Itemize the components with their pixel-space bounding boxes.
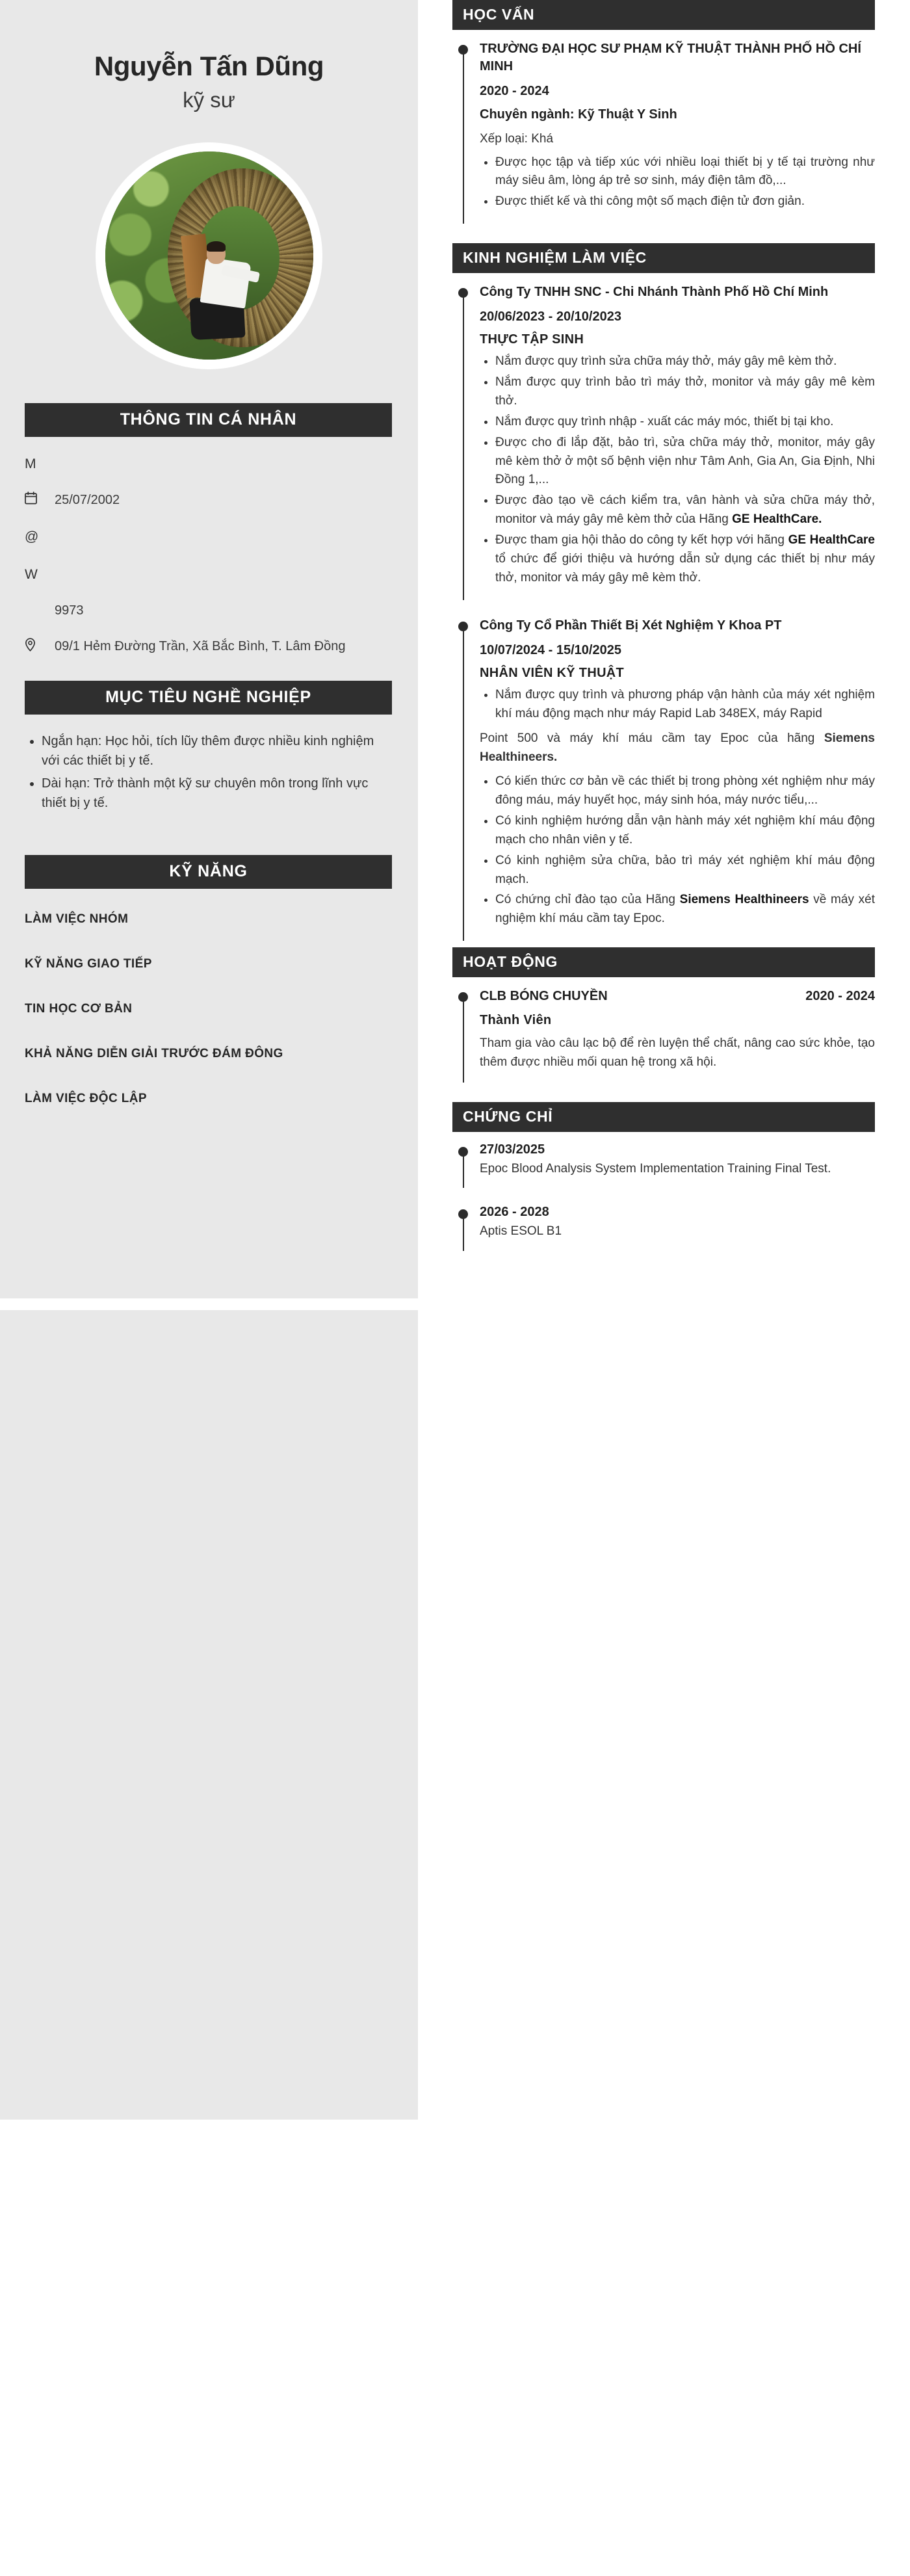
certificate-item [480, 1205, 875, 1254]
experience-continuation: Point 500 và máy khí máu cầm tay Epoc của hãng Siemens Healthineers. [480, 731, 875, 765]
activity-years: 2020 - 2024 [805, 989, 875, 1004]
section-heading-experience: KINH NGHIỆM LÀM VIỆC [452, 243, 875, 273]
objective-list [25, 731, 393, 813]
section-heading-objective: MỤC TIÊU NGHỀ NGHIỆP [25, 681, 392, 715]
activity-item [480, 988, 875, 1085]
activities-timeline [452, 977, 875, 1085]
certificate-name: Aptis ESOL B1 [480, 1224, 562, 1239]
section-heading-certificates: CHỨNG CHỈ [452, 1102, 875, 1132]
email-at-icon: @ [25, 529, 39, 545]
experience-bullet: • Có chứng chỉ đào tạo của Hãng Siemens Healthineers về máy xét nghiệm khí máu cầm tay Epoc. [495, 891, 875, 928]
contact-row-gender [25, 454, 393, 474]
location-pin-icon [25, 637, 44, 651]
experience-bullet: • Được cho đi lắp đặt, bảo trì, sửa chữa máy thở, monitor, máy gây mê kèm thở ở một số bệnh viện như Tâm Anh, Gia An, Gia Định, Nhi Đồng 1,... [495, 434, 875, 490]
certificates-timeline [452, 1132, 875, 1254]
section-heading-skills: KỸ NĂNG [25, 855, 392, 889]
activity-role: Thành Viên [480, 1013, 552, 1028]
education-dates: 2020 - 2024 [480, 84, 549, 98]
objective-item: • Dài hạn: Trở thành một kỹ sư chuyên môn trong lĩnh vực thiết bị y tế. [42, 774, 393, 813]
education-grade: Xếp loại: Khá [480, 132, 554, 146]
candidate-role: kỹ sư [183, 88, 235, 112]
sidebar-panel-top [0, 0, 418, 1298]
activity-name: CLB BÓNG CHUYỀN [480, 989, 608, 1004]
education-bullets [480, 153, 875, 212]
contact-value-address: 09/1 Hẻm Đường Trần, Xã Bắc Bình, T. Lâm Đồng [55, 639, 346, 654]
experience-company: Công Ty TNHH SNC - Chi Nhánh Thành Phố Hồ Chí Minh [480, 285, 829, 300]
experience-timeline [452, 273, 875, 943]
activity-description: Tham gia vào câu lạc bộ để rèn luyện thể chất, nâng cao sức khỏe, tạo thêm được nhiều mối quan hệ trong xã hội. [480, 1036, 875, 1070]
candidate-name: Nguyễn Tấn Dũng [94, 51, 324, 81]
experience-title: NHÂN VIÊN KỸ THUẬT [480, 665, 625, 680]
experience-bullet: • Nắm được quy trình và phương pháp vận hành của máy xét nghiệm khí máu động mạch như máy Rapid Lab 348EX, máy Rapid [495, 686, 875, 724]
objective-body [0, 731, 418, 813]
personal-info-body [0, 454, 418, 656]
skill-item: LÀM VIỆC ĐỘC LẬP [25, 1092, 147, 1106]
section-heading-activities: HOẠT ĐỘNG [452, 947, 875, 977]
experience-bullet: • Có kinh nghiệm hướng dẫn vận hành máy xét nghiệm khí máu động mạch cho nhân viên y tế. [495, 812, 875, 850]
experience-title: THỰC TẬP SINH [480, 332, 584, 347]
contact-value-number: 9973 [55, 603, 84, 618]
experience-bullets-before-break [480, 686, 875, 724]
spacer [452, 1085, 875, 1102]
experience-bullet: • Nắm được quy trình sửa chữa máy thở, máy gây mê kèm thở. [495, 352, 875, 371]
experience-bullet: • Nắm được quy trình nhập - xuất các máy móc, thiết bị tại kho. [495, 413, 875, 432]
experience-bullet: • Được tham gia hội thảo do công ty kết hợp với hãng GE HealthCare tổ chức để giới thiệu và hướng dẫn sử dụng các thiết bị như máy thở, monitor và máy gây mê kèm thở. [495, 531, 875, 588]
spacer [452, 226, 875, 243]
education-item [480, 40, 875, 226]
skills-body [0, 912, 418, 1106]
contact-row-birthdate [25, 491, 393, 510]
sidebar-panel-bottom [0, 1310, 418, 2120]
education-timeline [452, 30, 875, 226]
contact-list [25, 454, 393, 656]
experience-dates: 10/07/2024 - 15/10/2025 [480, 642, 621, 657]
education-major: Chuyên ngành: Kỹ Thuật Y Sinh [480, 107, 677, 122]
skill-item: KỸ NĂNG GIAO TIẾP [25, 957, 152, 971]
avatar [96, 142, 322, 369]
certificate-name: Epoc Blood Analysis System Implementation Training Final Test. [480, 1161, 831, 1176]
objective-item: • Ngắn hạn: Học hỏi, tích lũy thêm được nhiều kinh nghiệm với các thiết bị y tế. [42, 731, 393, 770]
experience-bullet: • Có kiến thức cơ bản về các thiết bị trong phòng xét nghiệm như máy đông máu, máy huyết học, máy sinh hóa, máy nước tiểu,... [495, 772, 875, 810]
page-break-gap [0, 1298, 418, 1310]
gender-male-icon: M [25, 456, 36, 471]
experience-bullets [480, 352, 875, 588]
contact-row-address [25, 637, 393, 656]
activity-header-row [480, 988, 875, 1005]
certificate-item [480, 1142, 875, 1191]
experience-dates: 20/06/2023 - 20/10/2023 [480, 309, 621, 324]
section-heading-personal-info: THÔNG TIN CÁ NHÂN [25, 403, 392, 437]
photo-person-hair [207, 241, 226, 252]
experience-bullet: • Nắm được quy trình bảo trì máy thở, monitor và máy gây mê kèm thở. [495, 373, 875, 411]
skill-item: KHẢ NĂNG DIỄN GIẢI TRƯỚC ĐÁM ĐÔNG [25, 1047, 283, 1061]
experience-bullet: • Được đào tạo về cách kiểm tra, vân hành và sửa chữa máy thở, monitor và máy gây mê kèm thở của Hãng GE HealthCare. [495, 492, 875, 529]
contact-row-number [25, 601, 393, 620]
certificate-date: 2026 - 2028 [480, 1205, 549, 1220]
experience-item [480, 617, 875, 944]
certificate-date: 27/03/2025 [480, 1142, 545, 1157]
experience-bullet: • Có kinh nghiệm sửa chữa, bảo trì máy xét nghiệm khí máu động mạch. [495, 852, 875, 889]
education-school: TRƯỜNG ĐẠI HỌC SƯ PHẠM KỸ THUẬT THÀNH PHỐ HỒ CHÍ MINH [480, 42, 861, 73]
website-w-icon: W [25, 566, 38, 582]
contact-row-email [25, 527, 393, 547]
section-heading-education: HỌC VẤN [452, 0, 875, 30]
sidebar [0, 0, 418, 2120]
experience-bullets-after-break [480, 772, 875, 928]
main-column [452, 0, 875, 1254]
skill-item: TIN HỌC CƠ BẢN [25, 1002, 133, 1016]
experience-company: Công Ty Cổ Phần Thiết Bị Xét Nghiệm Y Khoa PT [480, 618, 782, 633]
education-bullet: • Được thiết kế và thi công một số mạch điện tử đơn giản. [495, 192, 875, 211]
contact-row-website [25, 564, 393, 585]
calendar-icon [25, 491, 44, 505]
education-bullet: • Được học tập và tiếp xúc với nhiều loại thiết bị y tế tại trường như máy siêu âm, lòng áp trẻ sơ sinh, máy điện tâm đồ,... [495, 153, 875, 191]
contact-value-birthdate: 25/07/2002 [55, 493, 120, 508]
profile-photo [105, 151, 313, 360]
experience-item [480, 283, 875, 603]
blank-icon [25, 601, 44, 602]
skill-item: LÀM VIỆC NHÓM [25, 912, 129, 927]
